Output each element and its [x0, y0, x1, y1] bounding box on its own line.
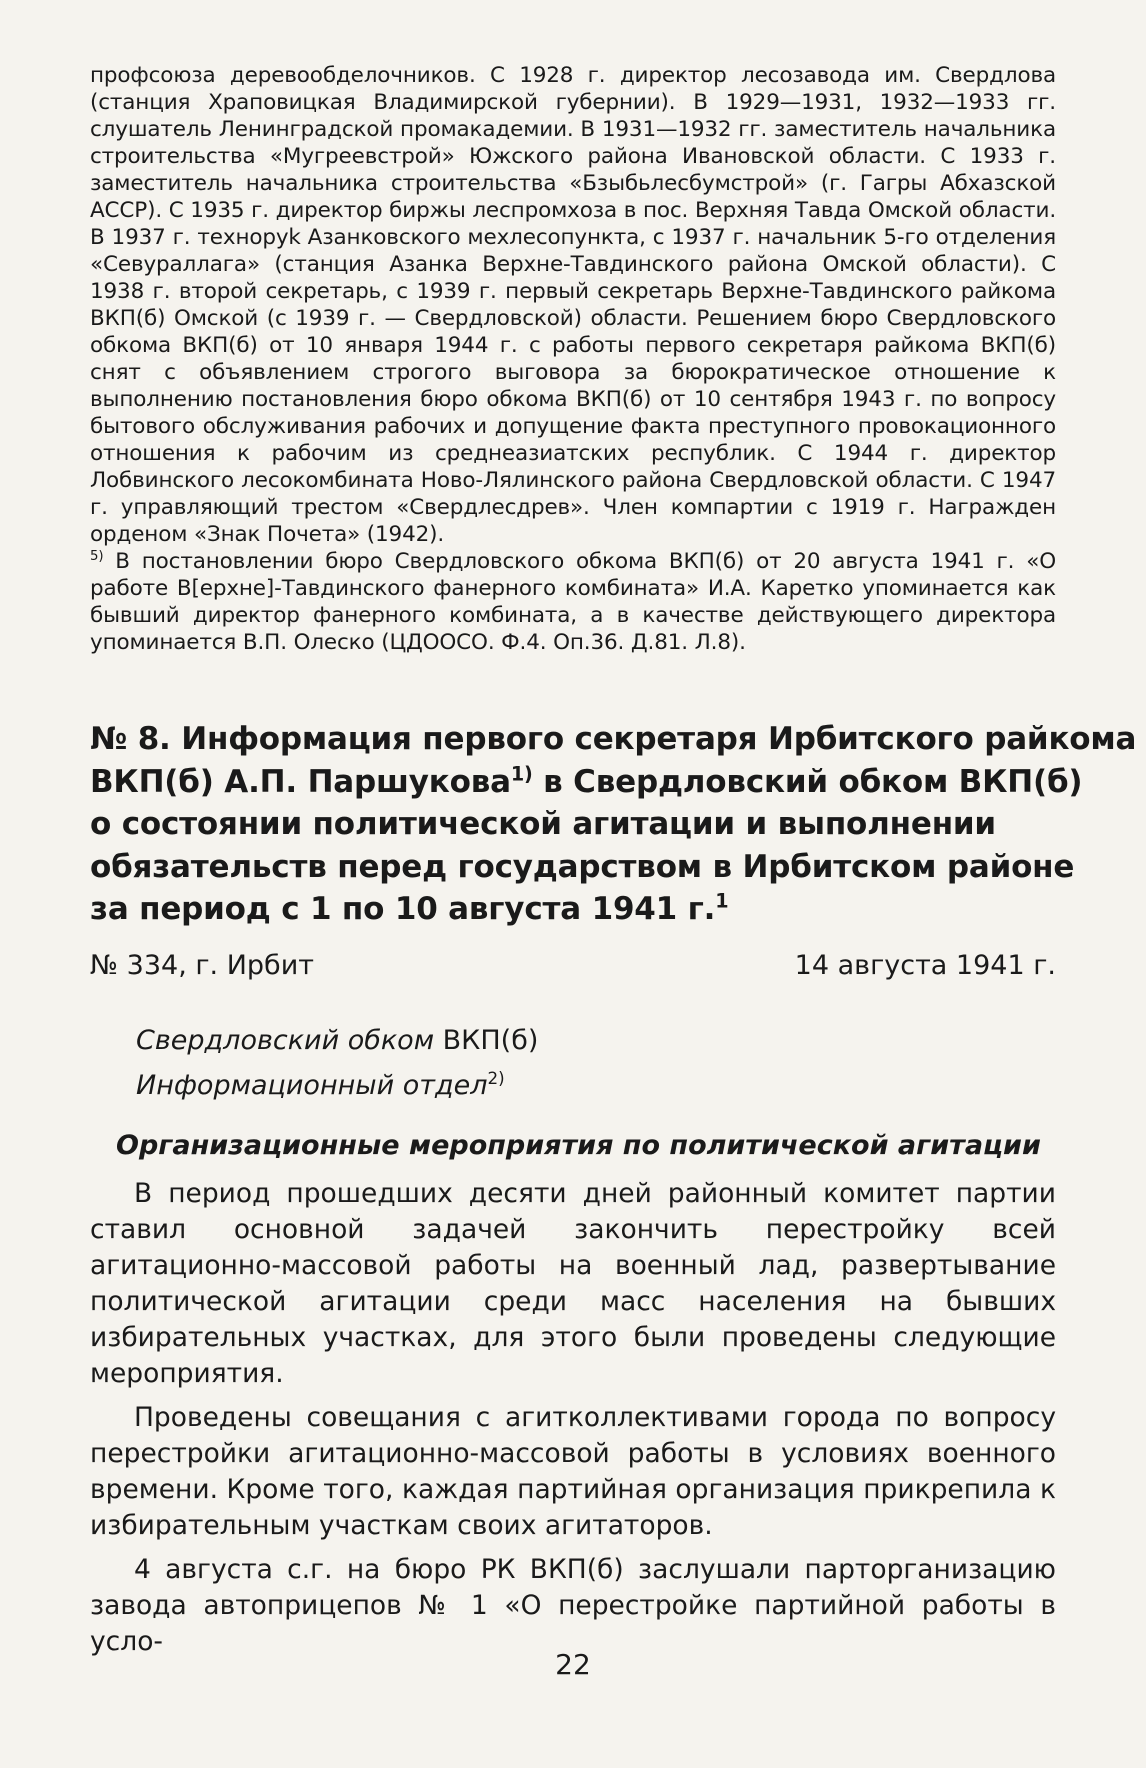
document-meta [90, 948, 1056, 984]
addressee-party: ВКП(б) [434, 1025, 539, 1056]
addressee-line-1 [136, 1018, 538, 1063]
title-line-3: о состоянии политической агитации и выполнении [90, 806, 996, 842]
title-footnote-ref-1: 1) [510, 762, 533, 786]
addressee-footnote-ref: 2) [487, 1068, 505, 1088]
page-number: 22 [555, 1648, 591, 1681]
title-line-2 [90, 761, 1083, 804]
footnote-5-marker: 5) [90, 548, 104, 564]
title-line-5-text: за период с 1 по 10 августа 1941 г. [90, 891, 716, 927]
title-line-2-end: в Свердловский обком ВКП(б) [532, 763, 1083, 800]
addressee-department: Информационный отдел [136, 1070, 488, 1101]
title-footnote-ref: 1 [715, 889, 729, 913]
title-line-1: № 8. Информация первого секретаря Ирбитского райкома [90, 721, 1137, 757]
document-number-place: № 334, г. Ирбит [90, 950, 314, 981]
footnote-5 [90, 548, 1056, 656]
section-heading: Организационные мероприятия по политической агитации [116, 1130, 1041, 1161]
paragraph: 4 августа с.г. на бюро РК ВКП(б) заслушали парторганизацию завода автоприцепов № 1 «О перестройке партийной работы в усло- [90, 1554, 1056, 1657]
addressee-obkom: Свердловский обком [136, 1025, 435, 1056]
title-line-4: обязательств перед государством в Ирбитском районе [90, 848, 1075, 885]
addressee-line-2 [136, 1063, 538, 1108]
title-line-5 [90, 888, 1070, 931]
title-line-2-start: ВКП(б) А.П. Паршукова [90, 763, 511, 800]
document-title [90, 718, 1137, 931]
biography-footnote: профсоюза деревообделочников. С 1928 г. директор лесозавода им. Свердлова (станция Храповицкая Владимирской губернии). В 1929—1931, 1932—1933 гг. слушатель Ленинградской промакадемии. В 1931—1932 гг. заместитель начальника строительства «Мугреевстрой» Южского района Ивановской области. С 1933 г. заместитель начальника строительства «Бзыбьлесбумстрой» (г. Гагры Абхазской АССР). С 1935 г. директор биржы леспромхоза в пос. Верхняя Тавда Омской области. В 1937 г. техноруk Азанковского мехлесопункта, с 1937 г. начальник 5-го отделения «Севураллага» (станция Азанка Верхне-Тавдинского района Омской области). С 1938 г. второй секретарь, с 1939 г. первый секретарь Верхне-Тавдинского райкома ВКП(б) Омской (с 1939 г. — Свердловской) области. Решением бюро Свердловского обкома ВКП(б) от 10 января 1944 г. с работы первого секретаря райкома ВКП(б) снят с объявлением строгого выговора за бюрократическое отношение к выполнению постановления бюро обкома ВКП(б) от 10 сентября 1943 г. по вопросу бытового обслуживания рабочих и допущение факта преступного провокационного отношения к рабочим из среднеазиатских республик. С 1944 г. директор Лобвинского лесокомбината Ново-Лялинского района Свердловской области. С 1947 г. управляющий трестом «Свердлесдрев». Член компартии с 1919 г. Награжден орденом «Знак Почета» (1942). [90, 63, 1056, 547]
footnotes-block [90, 62, 1056, 656]
paragraph: Проведены совещания с агитколлективами города по вопросу перестройки агитационно-массовой работы в условиях военного времени. Кроме того, каждая партийная организация прикрепила к избирательным участкам своих агитаторов. [90, 1402, 1056, 1541]
footnote-5-text: В постановлении бюро Свердловского обкома ВКП(б) от 20 августа 1941 г. «О работе В[ерхне]-Тавдинского фанерного комбината» И.А. Каретко упоминается как бывший директор фанерного комбината, а в качестве действующего директора упоминается В.П. Олеско (ЦДООСО. Ф.4. Оп.36. Д.81. Л.8). [90, 549, 1056, 655]
body-text [90, 1176, 1056, 1668]
document-date: 14 августа 1941 г. [794, 950, 1056, 981]
addressee-block [136, 1018, 538, 1108]
paragraph: В период прошедших десяти дней районный комитет партии ставил основной задачей закончить перестройку всей агитационно-массовой работы на военный лад, развертывание политической агитации среди масс населения на бывших избирательных участках, для этого были проведены следующие мероприятия. [90, 1178, 1056, 1389]
